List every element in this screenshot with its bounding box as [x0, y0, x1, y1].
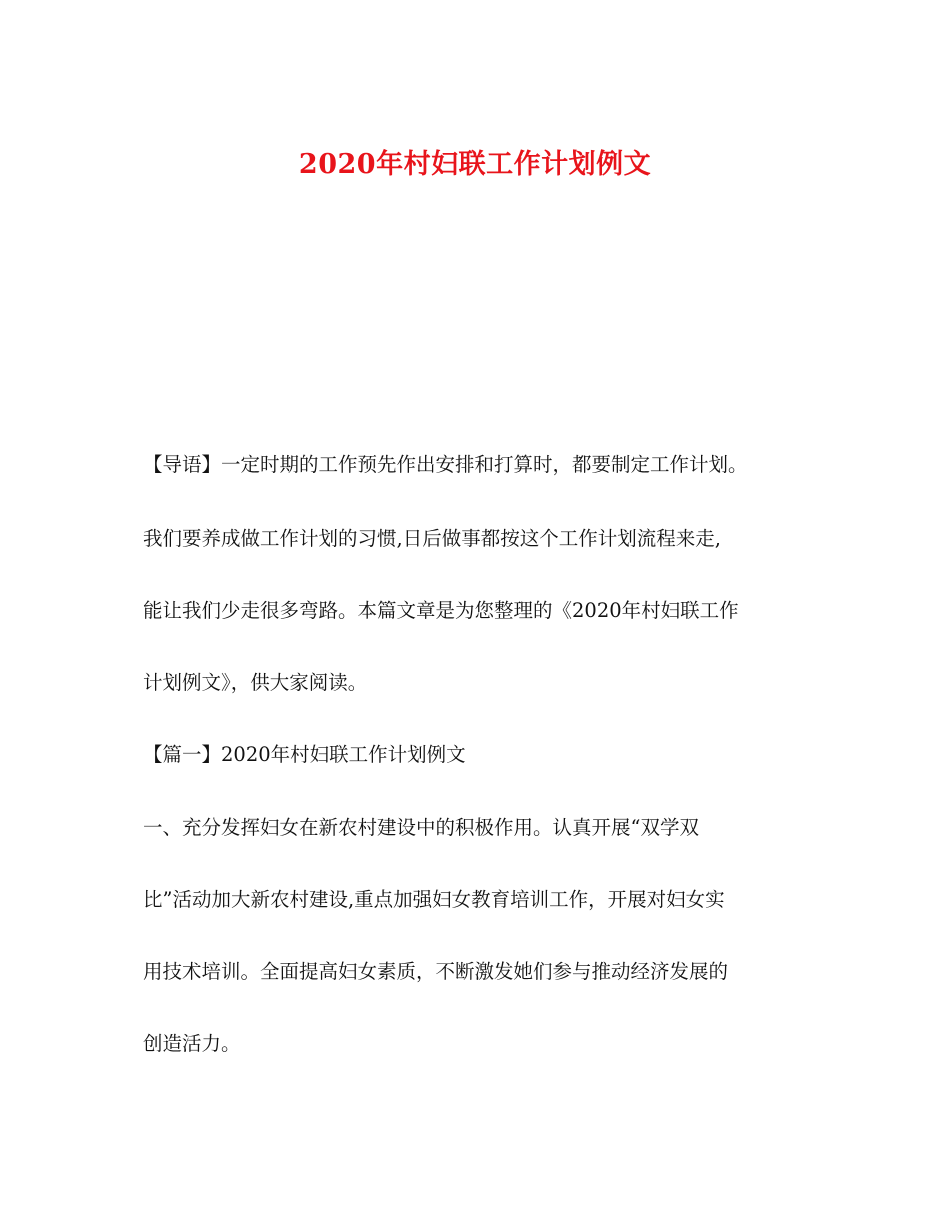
intro-line-1: 【导语】一定时期的工作预先作出安排和打算时，都要制定工作计划。 — [143, 453, 748, 476]
intro-line-4: 计划例文》，供大家阅读。 — [143, 671, 368, 694]
section-line-3: 用技术培训。全面提高妇女素质，不断激发她们参与推动经济发展的 — [143, 960, 729, 983]
intro-line-3: 能让我们少走很多弯路。本篇文章是为您整理的《2020年村妇联工作 — [143, 599, 739, 622]
section-line-4: 创造活力。 — [143, 1032, 241, 1055]
section-line-1: 一、充分发挥妇女在新农村建设中的积极作用。认真开展“双学双 — [143, 816, 699, 839]
section-heading: 【篇一】2020年村妇联工作计划例文 — [143, 743, 466, 766]
intro-line-2: 我们要养成做工作计划的习惯,日后做事都按这个工作计划流程来走, — [143, 527, 721, 550]
section-line-2: 比”活动加大新农村建设,重点加强妇女教育培训工作，开展对妇女实 — [143, 888, 725, 911]
document-title: 2020年村妇联工作计划例文 — [298, 149, 652, 180]
